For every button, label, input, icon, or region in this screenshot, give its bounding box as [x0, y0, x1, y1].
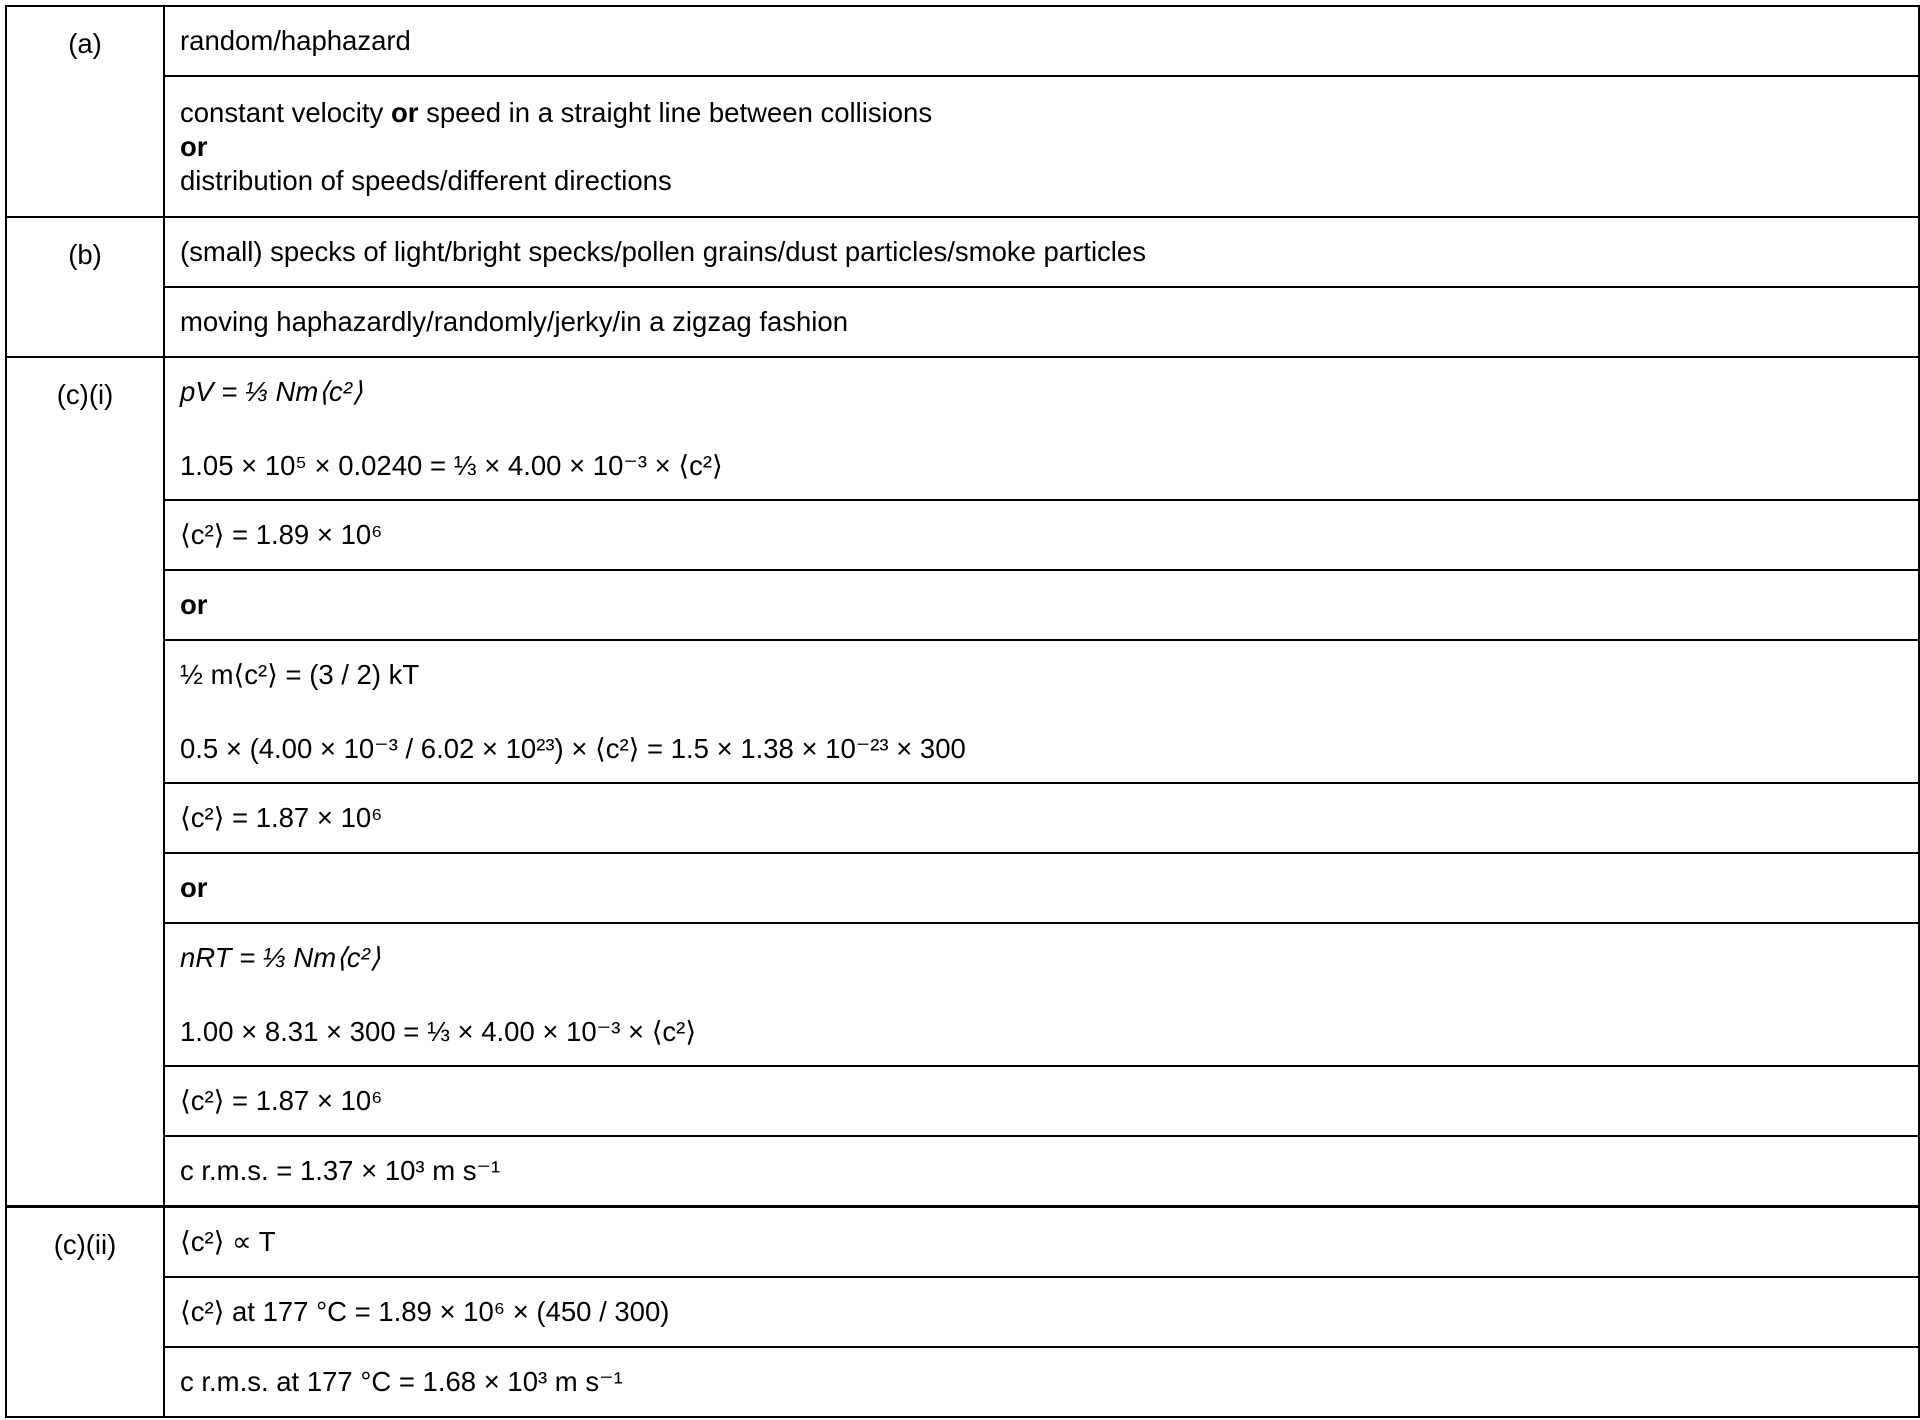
question-label-cii: (c)(ii): [6, 1207, 164, 1417]
answer-cii-3: c r.m.s. at 177 °C = 1.68 × 10³ m s⁻¹: [164, 1347, 1919, 1417]
answer-b-2: moving haphazardly/randomly/jerky/in a zigzag fashion: [164, 287, 1919, 357]
answer-a-2-pre: constant velocity: [180, 96, 391, 128]
question-label-ci: (c)(i): [6, 357, 164, 1206]
or-divider-2: or: [164, 853, 1919, 923]
method2-substitution: 0.5 × (4.00 × 10⁻³ / 6.02 × 10²³) × ⟨c²⟩ = 1.5 × 1.38 × 10⁻²³ × 300: [180, 732, 966, 764]
question-label-a: (a): [6, 6, 164, 217]
method3-substitution: 1.00 × 8.31 × 300 = ⅓ × 4.00 × 10⁻³ × ⟨c²⟩: [180, 1015, 697, 1047]
or-divider-1: or: [164, 570, 1919, 640]
method1-equation: pV = ⅓ Nm⟨c²⟩: [180, 375, 363, 407]
method2-equation: ½ m⟨c²⟩ = (3 / 2) kT: [180, 658, 420, 690]
method1-result: ⟨c²⟩ = 1.89 × 10⁶: [164, 500, 1919, 570]
method1-block: [164, 357, 1919, 500]
method3-block: [164, 923, 1919, 1066]
answer-a-2: [164, 76, 1919, 217]
answer-a-2-or: or: [180, 130, 208, 162]
answer-a-1: random/haphazard: [164, 6, 1919, 76]
answer-b-1: (small) specks of light/bright specks/pollen grains/dust particles/smoke particles: [164, 217, 1919, 287]
rms-speed-result: c r.m.s. = 1.37 × 10³ m s⁻¹: [164, 1136, 1919, 1206]
method3-equation: nRT = ⅓ Nm⟨c²⟩: [180, 941, 381, 973]
mark-scheme-table-part1: [5, 5, 1920, 1207]
answer-cii-2: ⟨c²⟩ at 177 °C = 1.89 × 10⁶ × (450 / 300): [164, 1277, 1919, 1347]
answer-a-2-post: speed in a straight line between collisions: [418, 96, 933, 128]
answer-a-2-line3: distribution of speeds/different directions: [180, 164, 672, 196]
method3-result: ⟨c²⟩ = 1.87 × 10⁶: [164, 1066, 1919, 1136]
method2-block: [164, 640, 1919, 783]
answer-cii-1: ⟨c²⟩ ∝ T: [164, 1207, 1919, 1277]
method1-substitution: 1.05 × 10⁵ × 0.0240 = ⅓ × 4.00 × 10⁻³ × ⟨c²⟩: [180, 449, 723, 481]
mark-scheme-table-part2: [5, 1206, 1920, 1418]
method2-result: ⟨c²⟩ = 1.87 × 10⁶: [164, 783, 1919, 853]
question-label-b: (b): [6, 217, 164, 357]
answer-a-2-or-inline: or: [390, 96, 419, 128]
